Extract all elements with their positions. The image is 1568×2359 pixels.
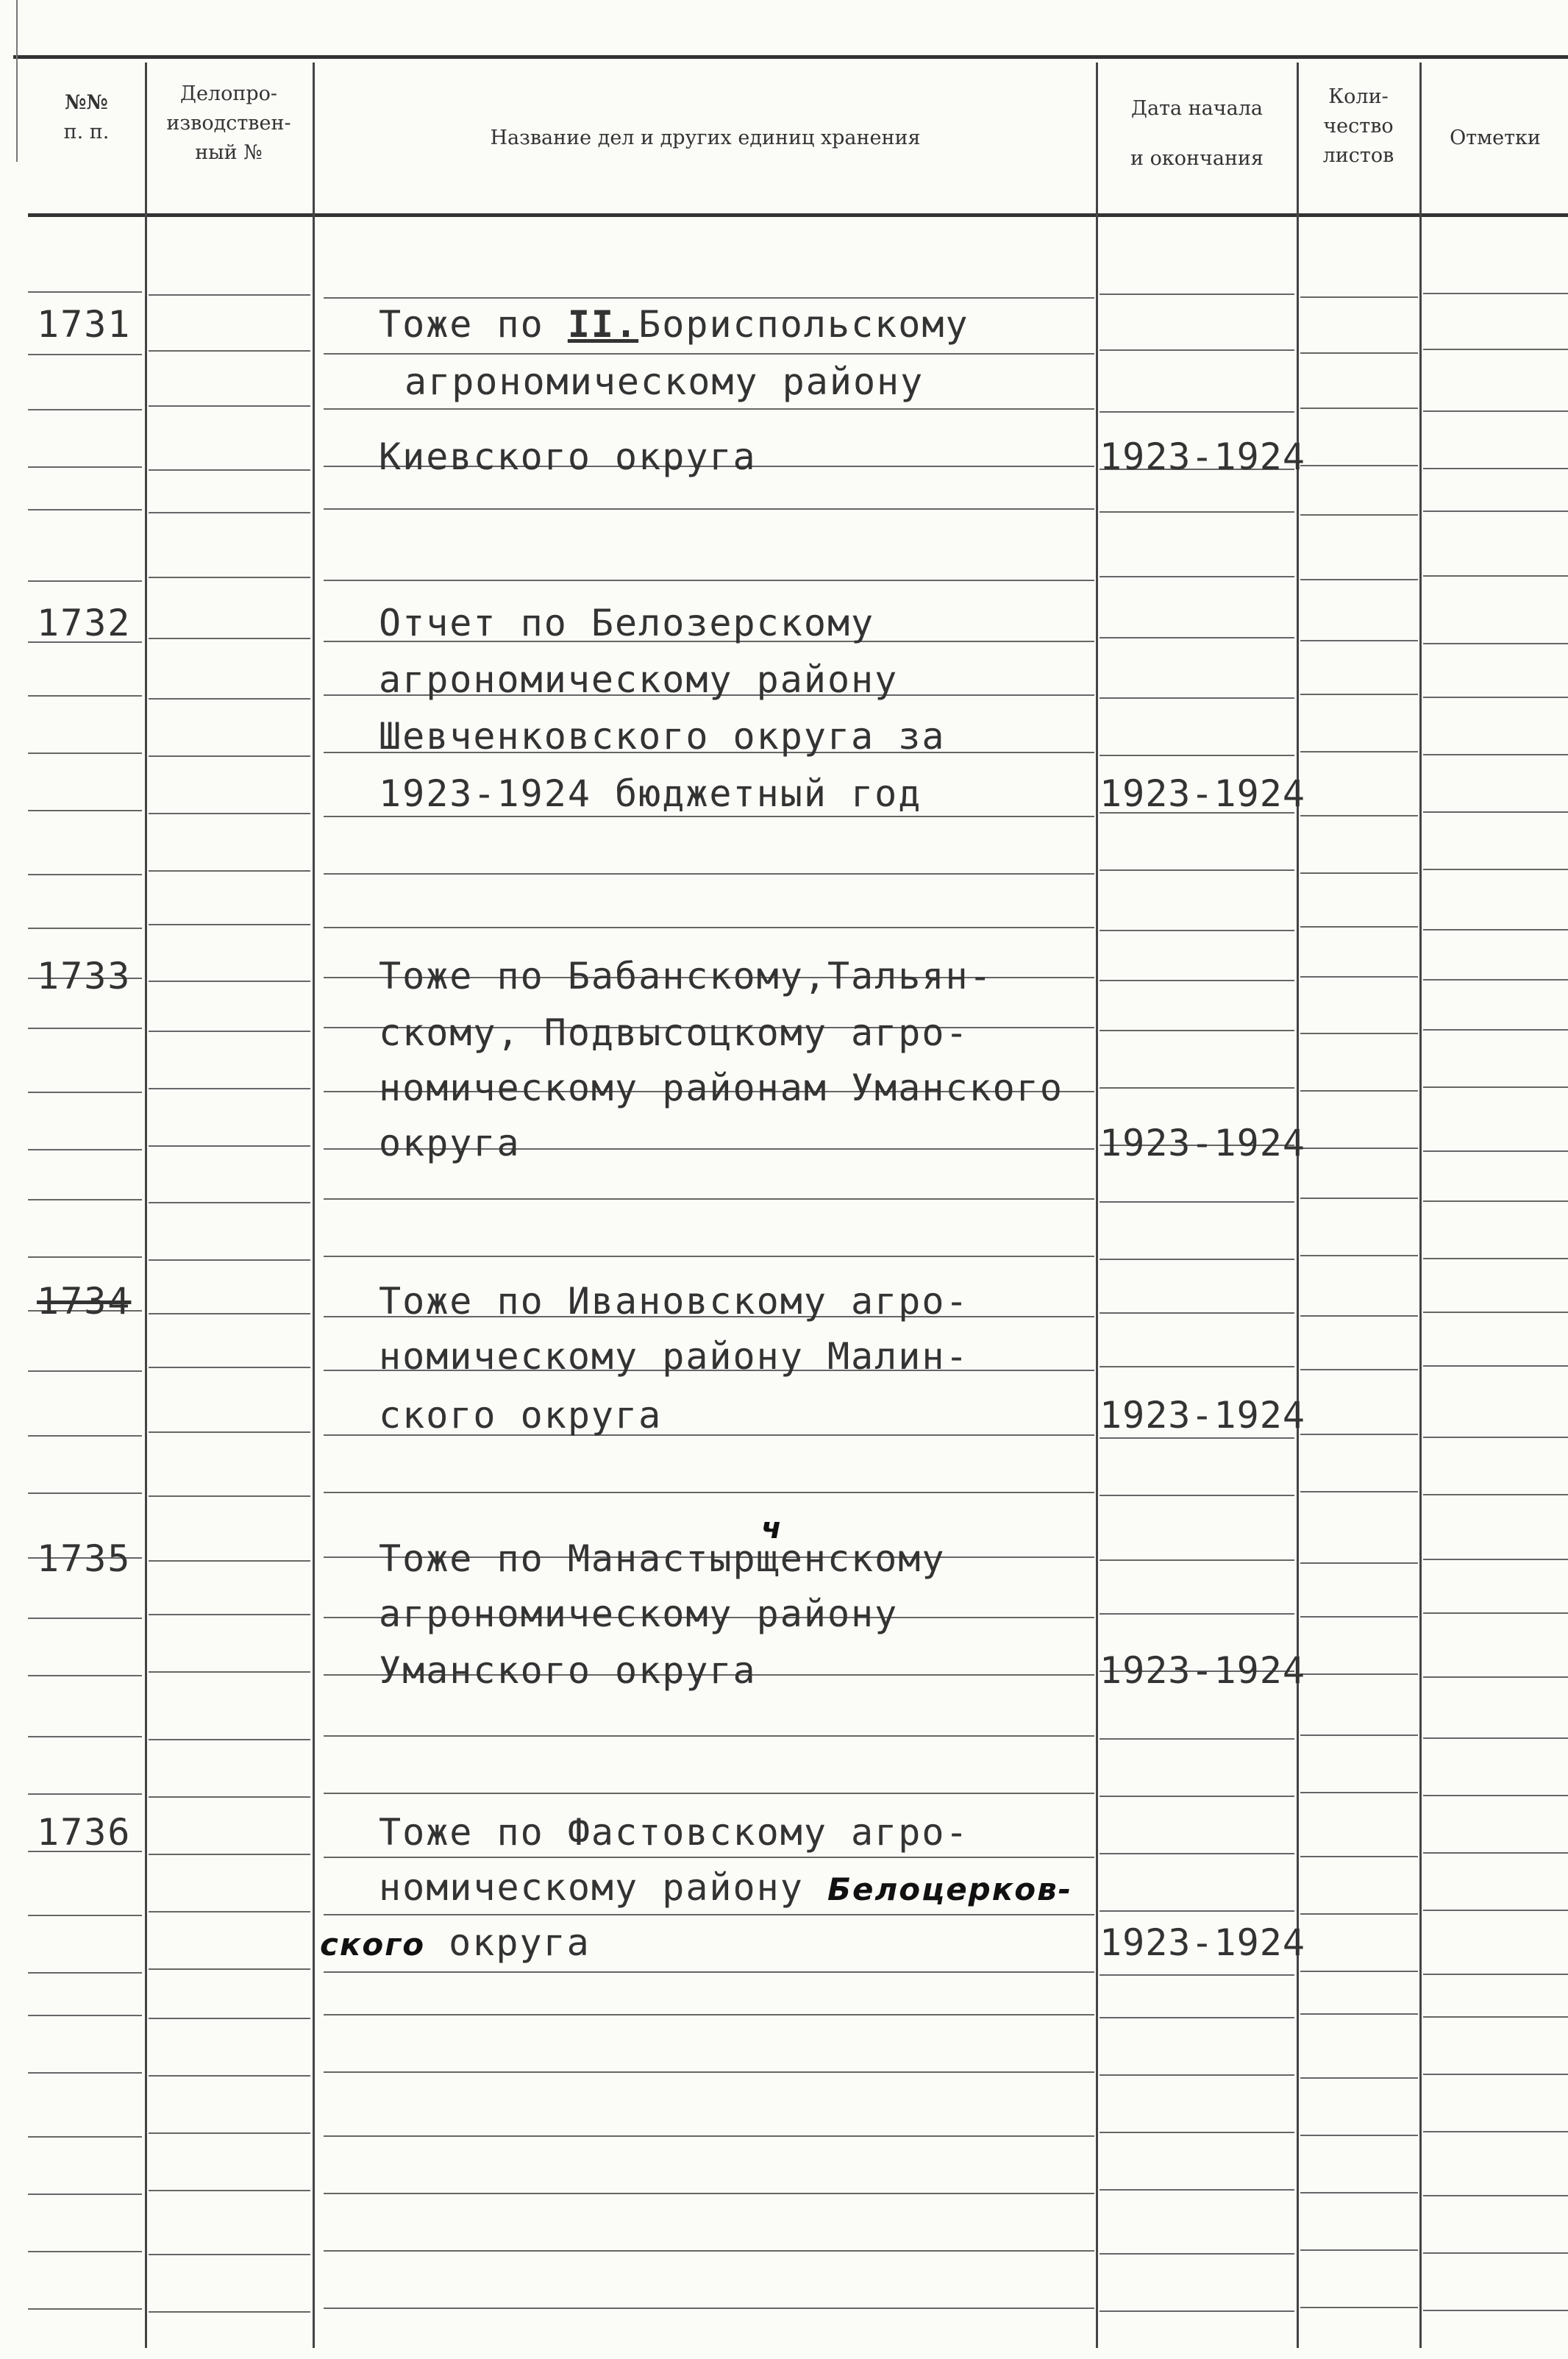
ruled-line [149,1796,310,1798]
ruled-line [324,2250,1094,2252]
ruled-line [1100,293,1294,295]
ruled-line [1100,1030,1294,1031]
ruled-line [1300,1434,1418,1435]
col-divider-1 [145,63,147,2348]
entry-title-line: номическому району Малин- [379,1335,969,1378]
ruled-line [1100,1366,1294,1367]
ruled-line [1300,296,1418,298]
ruled-line [1300,2307,1418,2308]
ruled-line [1423,1029,1568,1031]
ruled-line [149,1202,310,1203]
ruled-line [1300,815,1418,816]
ruled-line [1423,410,1568,412]
ruled-line [1423,1494,1568,1495]
ruled-line [28,810,142,811]
entry-title-line: номическому районам Уманского [379,1067,1063,1109]
ruled-line [1100,1796,1294,1797]
entry-title-line: Тоже по Ивановскому агро- [379,1280,969,1323]
ruled-line [28,2072,142,2074]
entry-title-line: скому, Подвысоцкому агро- [379,1011,969,1054]
ruled-line [28,580,142,582]
ruled-line [28,1675,142,1676]
ruled-line [28,2308,142,2310]
ruled-line [1100,1312,1294,1314]
header-notes: Отметки [1450,127,1541,149]
ruled-line [149,1431,310,1433]
ruled-line [324,508,1094,510]
ruled-line [149,1367,310,1368]
ruled-line [28,1736,142,1737]
ruled-line [28,874,142,875]
ruled-line [149,870,310,872]
ruled-line [1423,1258,1568,1259]
table-top-border [13,55,1568,59]
entry-date: 1923-1924 [1100,1122,1305,1164]
ruled-line [324,1256,1094,1257]
ruled-line [149,1854,310,1855]
ruled-line [1100,755,1294,756]
ruled-line [1100,411,1294,413]
entry-number: 1736 [37,1811,132,1854]
ruled-line [149,698,310,700]
ruled-line [1300,694,1418,695]
ruled-line [149,469,310,471]
ruled-line [28,2136,142,2138]
ruled-line [149,512,310,513]
ruled-line [28,1199,142,1200]
ruled-line [1423,1200,1568,1202]
entry-title-line: ского округа [379,1394,663,1437]
entry-title-line: агрономическому району [379,658,899,701]
ruled-line [1423,510,1568,512]
ruled-line [28,1793,142,1795]
entry-date: 1923-1924 [1100,1921,1305,1964]
col-divider-4 [1297,63,1299,2348]
ruled-line [1300,976,1418,978]
col-divider-2 [313,63,315,2348]
ruled-line [324,873,1094,875]
ruled-line [1423,643,1568,644]
ruled-line [1423,1086,1568,1088]
ruled-line [1423,1737,1568,1739]
ruled-line [1300,1090,1418,1092]
ruled-line [1100,697,1294,699]
ruled-line [1423,2016,1568,2018]
ruled-line [324,1735,1094,1737]
ruled-line [1423,349,1568,350]
ruled-line [28,291,142,293]
ruled-line [1100,2253,1294,2255]
ruled-line [149,2075,310,2077]
ruled-line [149,2190,310,2191]
ruled-line [1300,1734,1418,1736]
ruled-line [1300,1913,1418,1915]
ruled-line [1100,1495,1294,1496]
entry-title-line: 1923-1924 бюджетный год [379,772,922,815]
ruled-line [28,1092,142,1093]
ruled-line [1423,2252,1568,2254]
ruled-line [28,2193,142,2195]
ruled-line [1300,1255,1418,1256]
ruled-line [149,638,310,639]
ruled-line [1423,2131,1568,2132]
ruled-line [1100,2132,1294,2133]
entry-number: 1732 [37,602,132,644]
ruled-line [1100,2017,1294,2018]
ruled-line [1100,1259,1294,1260]
header-number: №№ п. п. [63,91,110,143]
ruled-line [1423,2074,1568,2075]
ruled-line [1100,637,1294,638]
ruled-line [1300,872,1418,874]
ruled-line [324,297,1094,299]
ruled-line [1300,926,1418,928]
ruled-line [1300,2192,1418,2193]
ruled-line [1300,751,1418,752]
ruled-line [1423,1437,1568,1438]
ruled-line [149,2018,310,2019]
entry-title-line: Киевского округа [379,435,757,478]
ruled-line [28,2251,142,2252]
ruled-line [28,409,142,410]
ruled-line [324,816,1094,817]
entry-title-line: номическому району Белоцерков- [379,1866,1073,1909]
ruled-line [1423,929,1568,931]
ruled-line [149,2311,310,2313]
ruled-line [1100,980,1294,981]
ruled-line [149,813,310,814]
ruled-line [1100,2189,1294,2191]
ruled-line [28,466,142,468]
ruled-line [1300,1033,1418,1034]
ruled-line [149,1495,310,1497]
ruled-line [324,2135,1094,2137]
header-office-number: Делопро- изводствен- ный № [166,82,291,164]
entry-title-line: Уманского округа [379,1649,757,1692]
ruled-line [149,1560,310,1562]
entry-date: 1923-1924 [1100,1394,1305,1437]
col-divider-3 [1096,63,1098,2348]
ruled-line [28,1492,142,1494]
ruled-line [324,1914,1094,1915]
ruled-line [324,1198,1094,1200]
ruled-line [28,1028,142,1029]
ruled-line [1300,1198,1418,1199]
ruled-line [149,2254,310,2255]
ruled-line [1423,2310,1568,2311]
ruled-line [1423,979,1568,981]
ruled-line [149,1614,310,1615]
ruled-line [149,981,310,982]
ruled-line [1300,1148,1418,1149]
ruled-line [1300,1792,1418,1793]
entry-title-line: ского округа [320,1921,591,1964]
ruled-line [324,2308,1094,2309]
header-dates: Дата начала и окончания [1130,97,1264,170]
ruled-line [1300,2135,1418,2136]
ruled-line [28,928,142,929]
ruled-line [1423,1852,1568,1854]
ruled-line [1423,1150,1568,1152]
ruled-line [28,1435,142,1437]
ruled-line [28,695,142,697]
ruled-line [1300,1315,1418,1317]
ruled-line [28,1618,142,1619]
entry-title-line: Тоже по Манастырщенскому [379,1537,946,1580]
ruled-line [1423,869,1568,870]
entry-date: 1923-1924 [1100,435,1305,478]
left-margin-line [16,0,18,162]
header-bottom-border [28,213,1568,217]
ruled-line [1423,1795,1568,1796]
ruled-line [324,1793,1094,1794]
ruled-line [149,1031,310,1032]
ruled-line [1100,2074,1294,2076]
ruled-line [1100,1613,1294,1615]
ruled-line [324,408,1094,410]
ruled-line [1100,1974,1294,1976]
entry-date: 1923-1924 [1100,1649,1305,1692]
ruled-line [1100,1559,1294,1561]
ruled-line [324,353,1094,355]
ruled-line [1300,1562,1418,1564]
ruled-line [1300,465,1418,466]
ruled-line [1100,576,1294,577]
ruled-line [149,1671,310,1673]
ruled-line [149,1313,310,1314]
entry-title-line: Тоже по Бабанскому,Тальян- [379,955,993,997]
ruled-line [28,1256,142,1258]
ruled-line [1423,1312,1568,1313]
entry-number: 1731 [37,303,132,346]
ruled-line [1100,869,1294,871]
ruled-line [1423,811,1568,813]
ruled-line [1100,1437,1294,1439]
entry-title-line: Тоже по II.Бориспольскому [379,303,969,346]
ruled-line [1423,754,1568,755]
ruled-line [1100,930,1294,931]
ruled-line [1423,1974,1568,1975]
ruled-line [1423,1910,1568,1911]
ruled-line [149,1259,310,1261]
ruled-line [28,1370,142,1372]
ruled-line [1300,1856,1418,1857]
ruled-line [1300,1673,1418,1675]
ruled-line [1300,2249,1418,2251]
entry-title-line: агрономическому району [379,1593,899,1635]
ruled-line [149,2132,310,2134]
ruled-line [149,1911,310,1913]
ruled-line [149,294,310,296]
ruled-line [28,1972,142,1974]
ruled-line [1100,349,1294,351]
ruled-line [149,755,310,757]
entry-date: 1923-1924 [1100,772,1305,815]
ruled-line [149,924,310,925]
ruled-line [149,1968,310,1970]
handwritten-correction: ч [761,1512,782,1545]
ruled-line [1300,1491,1418,1492]
ruled-line [1100,1087,1294,1089]
col-divider-5 [1419,63,1422,2348]
ruled-line [324,1492,1094,1493]
ruled-line [1300,2013,1418,2015]
ruled-line [1423,293,1568,294]
ruled-line [1423,697,1568,698]
ruled-line [1100,511,1294,513]
ruled-line [149,1739,310,1740]
ruled-line [1100,2310,1294,2312]
ruled-line [149,577,310,578]
header-title: Название дел и других единиц хранения [490,127,921,149]
ruled-line [324,1857,1094,1858]
ruled-line [1300,2077,1418,2079]
ruled-line [1300,579,1418,580]
ruled-line [28,1149,142,1150]
ruled-line [149,1145,310,1147]
ruled-line [1100,1738,1294,1740]
ruled-line [324,927,1094,928]
ruled-line [1100,1853,1294,1854]
ruled-line [1300,514,1418,516]
entry-title-line: агрономическому району [405,360,924,403]
ruled-line [1423,1612,1568,1614]
ruled-line [149,1088,310,1089]
entry-title-line: Шевченковского округа за [379,715,946,758]
ruled-line [324,1971,1094,1973]
entry-number: 1735 [37,1537,132,1580]
ruled-line [1300,408,1418,409]
ruled-line [1300,1369,1418,1370]
entry-title-line: Тоже по Фастовскому агро- [379,1811,969,1854]
ruled-line [28,752,142,754]
ruled-line [1423,468,1568,469]
header-sheets: Коли- чество листов [1322,85,1394,167]
ruled-line [324,580,1094,581]
ruled-line [1423,1365,1568,1367]
ruled-line [324,2071,1094,2073]
ruled-line [1100,1201,1294,1203]
entry-title-line: округа [379,1122,521,1164]
ruled-line [28,509,142,510]
entry-title-line: Отчет по Белозерскому [379,602,875,644]
ruled-line [1423,1676,1568,1678]
ruled-line [1423,575,1568,577]
ruled-line [1100,1910,1294,1912]
ruled-line [1423,2195,1568,2196]
ruled-line [1423,1559,1568,1560]
entry-number: 1734 [37,1280,132,1323]
ruled-line [1300,352,1418,354]
ruled-line [1300,1971,1418,1972]
ruled-line [28,2015,142,2016]
ruled-line [149,350,310,352]
ruled-line [28,354,142,355]
ruled-line [149,405,310,407]
ruled-line [324,2014,1094,2015]
ruled-line [28,1915,142,1916]
ruled-line [324,2193,1094,2194]
ruled-line [1300,640,1418,641]
ruled-line [1300,1616,1418,1618]
entry-number: 1733 [37,955,132,997]
